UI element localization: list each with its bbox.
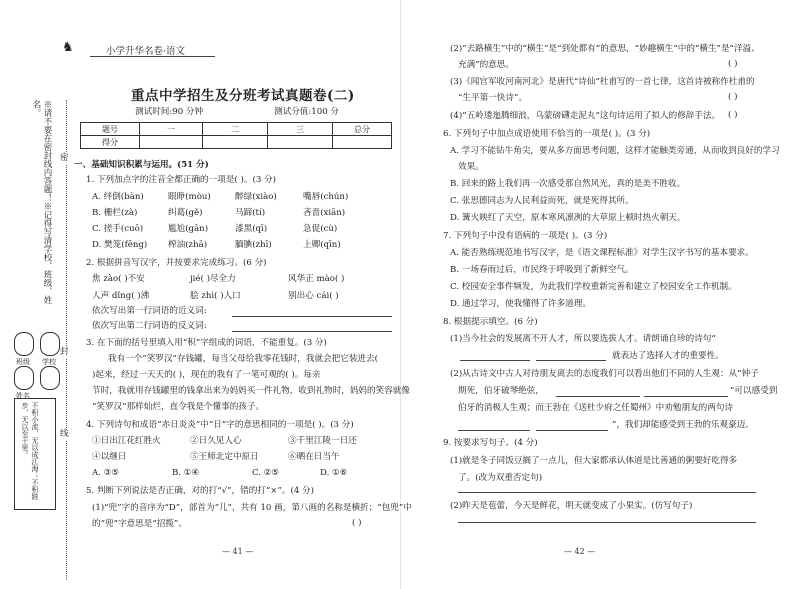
q2-item: 焦 zào( )不安 [92, 274, 145, 284]
q3-text: “笑罗汉”那样灿烂，直令我是个懂事的孩子。 [92, 402, 265, 412]
q7-option-a: A. 能否熟练规范地书写汉字，是《语文课程标准》对学生汉字书写的基本要求。 [450, 248, 754, 258]
q1-option: 吝啬(xiān) [303, 208, 346, 218]
q4-option: ③千里江陵一日还 [288, 436, 357, 446]
page-number-right: — 42 — [564, 547, 596, 556]
test-time: 测试时间:90 分钟 [135, 107, 204, 117]
q4-prompt: 4. 下列诗句和成语“赤日炎炎”中“日”字的意思相同的一项是( )。(3 分) [86, 420, 354, 430]
q1-option: 马蹄(tí) [235, 208, 266, 218]
q6-option-b: B. 回来的路上我们再一次感受那自然风光，真的是美不胜收。 [450, 179, 686, 189]
school-label: 学校 [42, 358, 56, 366]
q2-answer-line[interactable] [232, 316, 392, 317]
exam-title: 重点中学招生及分班考试真题卷(二) [131, 88, 355, 104]
q2-item: 人声 dǐng( )沸 [92, 291, 150, 301]
score-table [80, 122, 392, 149]
brand-label: 小学升华名卷·语文 [106, 46, 186, 57]
q8-item-2-c: ”可以感受到 [730, 386, 778, 396]
school-field[interactable] [40, 332, 60, 356]
seal-stamp [40, 366, 60, 390]
seal-char-1: 密 [60, 153, 69, 163]
q5-item-2-cont: 充满”的意思。 [458, 60, 514, 70]
q2-item: 风华正 mào( ) [288, 274, 345, 284]
page-number-left: — 41 — [222, 547, 254, 556]
q8-prompt: 8. 根据提示填空。(6 分) [443, 317, 538, 327]
q1-option: 醉绿(xiào) [235, 192, 277, 202]
seal-char-3: 线 [60, 429, 69, 439]
q2-item: 脍 zhì( )人口 [190, 291, 241, 301]
q4-option: ⑤王师北定中原日 [190, 452, 259, 462]
q1-option: 纠葛(gě) [168, 208, 203, 218]
logo-icon: ♞ [62, 40, 75, 55]
score-header-cell: 题号 [81, 123, 140, 136]
q1-option: 急促(cù) [303, 224, 338, 234]
q5-item-4: (4)“五岭逶迤腾细浪，乌蒙磅礴走泥丸”这句诗运用了拟人的修辞手法。 [450, 111, 721, 121]
score-table-row [81, 136, 392, 149]
q1-option: D. 樊笼(fēng) [92, 240, 148, 250]
q6-prompt: 6. 下列句子中加点成语使用不恰当的一项是( )。(3 分) [443, 129, 651, 139]
q5-item-3-cont: “生平第一快诗”。 [458, 93, 527, 103]
motto-text: 不积小流，无以成江海；不积跬步，无以至千里。 [21, 402, 39, 500]
q8-item-2-b: 期死，伯牙破琴绝弦， [458, 386, 544, 396]
q8-answer-line[interactable] [536, 430, 608, 431]
q7-option-c: C. 校园安全事件频发，为此我们学校重新完善和建立了校园安全工作机制。 [450, 282, 737, 292]
score-table-header [81, 123, 392, 136]
q8-item-1-cont: 就表达了选择人才的重要性。 [612, 351, 724, 361]
q9-prompt: 9. 按要求写句子。(4 分) [443, 438, 538, 448]
test-score: 测试分值:100 分 [274, 107, 339, 117]
q4-option: ④以继日 [92, 452, 127, 462]
q6-option-d: D. 篝火映红了天空，原本寒风凛冽的大草原上顿时热火朝天。 [450, 213, 686, 223]
q7-prompt: 7. 下列句子中没有语病的一项是( )。(3 分) [443, 231, 608, 241]
q2-item: jié( )尽全力 [190, 274, 236, 284]
q9-item-1: (1)就是冬子同饭豆搁了一点儿，但大家都承认体道是比善通的粥要好吃得多 [450, 456, 738, 466]
header-rule [90, 56, 215, 57]
q9-item-1-cont: 了。(改为双重否定句) [458, 473, 543, 483]
seal-line [66, 100, 67, 580]
score-header-cell: 总分 [333, 123, 392, 136]
q9-item-2: (2)昨天是苞蕾，今天是鲜花，明天就变成了小果实。(仿写句子) [450, 501, 693, 511]
q4-option: ②日久见人心 [190, 436, 242, 446]
q1-prompt: 1. 下列加点字的注音全都正确的一项是( )。(3 分) [86, 175, 276, 185]
score-row-label: 得分 [81, 136, 140, 149]
q8-answer-line[interactable] [644, 396, 728, 397]
q8-item-2-d: 伯牙的消极人生观；而王勃在《送杜少府之任蜀州》中劝勉朋友的两句诗 [458, 403, 734, 413]
page-divider [400, 0, 401, 589]
q1-option: A. 绊倒(bàn) [92, 192, 144, 202]
q3-text: )起来，经过一天天的( )，现在的我有了一笔可观的( )。每亲 [92, 370, 321, 380]
q5-answer-paren[interactable]: ( ) [728, 59, 738, 69]
score-header-cell: 三 [268, 123, 333, 136]
score-cell[interactable] [268, 136, 333, 149]
q8-item-2-e: ”，我们却能感受到王勃的乐观豪迈。 [612, 420, 754, 430]
q8-answer-line[interactable] [460, 360, 530, 361]
q6-option-c: C. 张思德同志为人民利益而死，就是死得其所。 [450, 196, 634, 206]
q1-option: 上卿(qīn) [303, 240, 341, 250]
q4-answer: D. ①⑥ [320, 468, 348, 478]
q4-answer: A. ③⑤ [92, 468, 120, 478]
q2-answer-line[interactable] [232, 331, 392, 332]
q5-answer-paren[interactable]: ( ) [728, 92, 738, 102]
q6-option-a: A. 学习不能钻牛角尖，要从多方面思考问题，这样才能触类旁通，从而收到良好的学习 [450, 146, 780, 156]
q3-text: 我有一个“笑罗汉”存钱罐，每当父母给我零花钱时，我就会把它装进去( [108, 354, 378, 364]
q8-answer-line[interactable] [458, 430, 530, 431]
q5-item-1-cont: 的“兜”字意思是“招揽”。 [92, 519, 187, 529]
q4-answer: C. ②⑤ [252, 468, 280, 478]
q1-option: 腼腆(zhī) [235, 240, 272, 250]
q1-option: B. 栅栏(zà) [92, 208, 138, 218]
q1-option: 漆黑(qī) [235, 224, 268, 234]
q5-item-2: (2)“去路横生”中的“横生”是“到处都有”的意思，“妙趣横生”中的“横生”是“洋溢、 [450, 44, 760, 54]
q7-option-d: D. 通过学习，使我懂得了许多道理。 [450, 299, 591, 309]
q5-answer-paren[interactable]: ( ) [728, 110, 738, 120]
q5-item-3: (3)《闻官军收河南河北》是唐代“诗仙”杜甫写的一首七律，这首诗被称作杜甫的 [450, 77, 755, 87]
seal-char-2: 封 [60, 347, 69, 357]
q8-item-2: (2)从古诗文中古人对待朋友离去的态度我们可以看出他们不同的人生观：从“钟子 [450, 369, 759, 379]
q2-fill-2: 依次写出第二行词语的反义词: [92, 321, 207, 331]
q1-option: 眼睁(mòu) [168, 192, 211, 202]
score-cell[interactable] [140, 136, 203, 149]
q8-answer-line[interactable] [536, 360, 606, 361]
q4-option: ①日出江花红胜火 [92, 436, 161, 446]
q1-option: 嘴唇(chún) [303, 192, 349, 202]
q3-text: 节时，我就用存钱罐里的钱拿出来为妈妈买一件礼物，收到礼物时，妈妈的笑容就像 [92, 386, 410, 396]
class-field[interactable] [14, 332, 34, 356]
q2-item: 别出心 cái( ) [288, 291, 339, 301]
q2-prompt: 2. 根据拼音写汉字，并按要求完成练习。(6 分) [86, 258, 267, 268]
score-cell[interactable] [333, 136, 392, 149]
q1-option: 榨油(zhā) [168, 240, 208, 250]
name-field[interactable] [14, 366, 34, 390]
name-label: 姓名 [16, 392, 30, 400]
sidebar-warning: ※请不要在密封线内答题！※记得写清学校、班级、姓名。 [31, 100, 52, 304]
q5-prompt: 5. 判断下列说法是否正确，对的打“√”，错的打“×”。(4 分) [86, 486, 314, 496]
q5-answer-paren[interactable]: ( ) [352, 518, 362, 528]
section-1-title: 一、基础知识积累与运用。(51 分) [74, 160, 209, 170]
q9-answer-line[interactable] [458, 522, 756, 523]
score-cell[interactable] [203, 136, 268, 149]
q1-option: 尴尬(gān) [168, 224, 209, 234]
q9-answer-line[interactable] [458, 492, 756, 493]
score-header-cell: 一 [140, 123, 203, 136]
q4-option: ⑥晒在日当午 [288, 452, 340, 462]
q4-answer: B. ①④ [172, 468, 200, 478]
q3-prompt: 3. 在下面的括号里填入用“积”字组成的词语，不能重复。(3 分) [86, 338, 327, 348]
q8-item-1: (1)当今社会的发展离不开人才，所以要选拔人才。请朗诵自珍的诗句“ [450, 334, 716, 344]
q2-fill-1: 依次写出第一行词语的近义词: [92, 306, 207, 316]
q6-option-a-cont: 效果。 [458, 162, 484, 172]
score-header-cell: 二 [203, 123, 268, 136]
q1-option: C. 搓手(cuō) [92, 224, 144, 234]
class-label: 班级 [16, 358, 30, 366]
q8-answer-line[interactable] [556, 396, 640, 397]
q5-item-1: (1)“兜”字的音序为“D”，部首为“儿”，共有 10 画，第八画的名称是横折；“包兜”中 [92, 503, 412, 513]
q7-option-b: B. 一场春雨过后，市民终于呼吸到了新鲜空气。 [450, 265, 634, 275]
